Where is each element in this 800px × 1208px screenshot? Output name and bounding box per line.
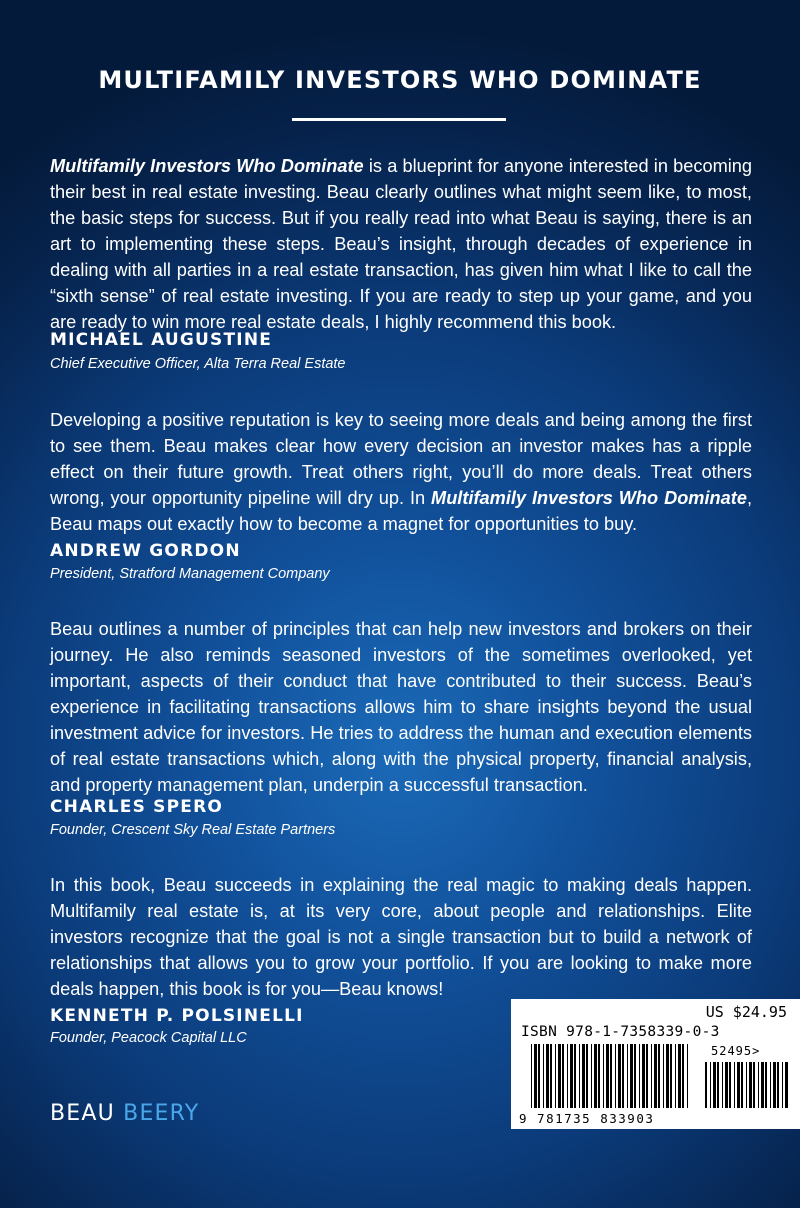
barcode-bar	[761, 1062, 764, 1108]
barcode-bar	[651, 1044, 652, 1108]
barcode-bar	[777, 1062, 779, 1108]
barcode-bar	[753, 1062, 755, 1108]
barcode-bar	[586, 1044, 588, 1108]
testimonial-1-book-title: Multifamily Investors Who Dominate	[50, 156, 364, 176]
barcode-bar	[562, 1044, 564, 1108]
author-brand	[50, 1101, 199, 1126]
barcode-bar	[606, 1044, 609, 1108]
testimonial-1-author: MICHAEL AUGUSTINE	[50, 330, 273, 350]
isbn-barcode-block	[511, 999, 800, 1129]
barcode-bar	[639, 1044, 640, 1108]
barcode-bar	[627, 1044, 628, 1108]
testimonial-3-role: Founder, Crescent Sky Real Estate Partners	[50, 822, 336, 838]
brand-first-name: BEAU	[50, 1101, 115, 1126]
testimonial-1-body: is a blueprint for anyone interested in becoming their best in real estate investing. Beau clearly outlines what might seem like, to most, the basic steps for success. But if you really read into what Beau is saying, there is an art to implementing these steps. Beau’s insight, through decades of experience in dealing with all parties in a real estate transaction, has given him what I like to call the “sixth sense” of real estate investing. If you are ready to step up your game, and you are ready to win more real estate deals, I highly recommend this book.	[50, 156, 752, 332]
ean-bars	[531, 1044, 688, 1108]
barcode-bar	[567, 1044, 568, 1108]
price-label: US $24.95	[705, 1003, 787, 1021]
barcode-bar	[725, 1062, 728, 1108]
price-addon-digits: 52495>	[711, 1044, 761, 1058]
barcode-bar	[678, 1044, 681, 1108]
title-divider	[292, 118, 506, 121]
barcode-bar	[746, 1062, 747, 1108]
barcode-bar	[717, 1062, 719, 1108]
barcode-bar	[543, 1044, 544, 1108]
barcode-bar	[737, 1062, 740, 1108]
barcode-bar	[758, 1062, 759, 1108]
testimonial-2-author: ANDREW GORDON	[50, 541, 241, 561]
barcode-bar	[666, 1044, 669, 1108]
barcode-bar	[594, 1044, 597, 1108]
barcode-bar	[782, 1062, 783, 1108]
barcode-bar	[734, 1062, 735, 1108]
barcode-bar	[634, 1044, 636, 1108]
barcode-bar	[531, 1044, 532, 1108]
testimonial-4-text: In this book, Beau succeeds in explaining the real magic to making deals happen. Multifamily real estate is, at its very core, about people and relationships. Elite investors recognize that the goal is not a single transaction but to build a network of relationships that allows you to grow your portfolio. If you are looking to make more deals happen, this book is for you—Beau knows!	[50, 875, 752, 999]
barcode-bar	[675, 1044, 676, 1108]
barcode-bar	[710, 1062, 711, 1108]
barcode-bar	[579, 1044, 580, 1108]
barcode-bar	[615, 1044, 616, 1108]
testimonial-3-text: Beau outlines a number of principles that can help new investors and brokers on their journey. He also reminds seasoned investors of the sometimes overlooked, yet important, aspects of their conduct that have contributed to their success. Beau’s experience in facilitating transactions allows him to share insights beyond the usual investment advice for investors. He tries to address the human and execution elements of real estate transactions which, along with the physical property, financial analysis, and property management plan, underpin a successful transaction.	[50, 619, 752, 795]
barcode-bar	[722, 1062, 723, 1108]
barcode-bar	[785, 1062, 788, 1108]
barcode-bar	[534, 1044, 537, 1108]
barcode-bar	[630, 1044, 633, 1108]
barcode-bar	[682, 1044, 684, 1108]
barcode-bar	[558, 1044, 561, 1108]
barcode-bar	[546, 1044, 549, 1108]
isbn-label: ISBN 978-1-7358339-0-3	[521, 1024, 720, 1040]
testimonial-2-book-title: Multifamily Investors Who Dominate	[431, 488, 747, 508]
barcode-bar	[646, 1044, 648, 1108]
testimonial-1-role: Chief Executive Officer, Alta Terra Real Estate	[50, 356, 346, 372]
testimonial-2-body-start: Developing a positive reputation is key to seeing more deals and being among the first to see them. Beau makes clear how every decision an investor makes has a ripple effect on their future growth. Treat others right, you’ll do more deals. Treat others wrong, your opportunity pipeline will dry up. In	[50, 410, 752, 508]
barcode-bar	[770, 1062, 771, 1108]
barcode-bar	[658, 1044, 660, 1108]
barcode-bar	[705, 1062, 707, 1108]
barcode-bar	[729, 1062, 731, 1108]
barcode-bar	[603, 1044, 604, 1108]
testimonial-1-text	[50, 153, 752, 335]
barcode-bar	[654, 1044, 657, 1108]
barcode-bar	[749, 1062, 752, 1108]
addon-bars	[705, 1062, 788, 1108]
barcode-bar	[773, 1062, 776, 1108]
brand-last-name: BEERY	[123, 1101, 200, 1126]
barcode-bar	[610, 1044, 612, 1108]
barcode-bar	[687, 1044, 688, 1108]
barcode-bar	[550, 1044, 552, 1108]
barcode-bar	[538, 1044, 540, 1108]
barcode-bar	[765, 1062, 767, 1108]
barcode-bar	[618, 1044, 621, 1108]
testimonial-2-text	[50, 407, 752, 537]
barcode-bar	[663, 1044, 664, 1108]
barcode-bar	[574, 1044, 576, 1108]
barcode-bar	[570, 1044, 573, 1108]
barcode-bar	[582, 1044, 585, 1108]
barcode-bar	[713, 1062, 716, 1108]
barcode-digits: 9 781735 833903	[519, 1111, 655, 1126]
barcode-bar	[591, 1044, 592, 1108]
barcode-bar	[670, 1044, 672, 1108]
barcode-bar	[598, 1044, 600, 1108]
testimonial-2-role: President, Stratford Management Company	[50, 566, 330, 582]
barcode-bar	[622, 1044, 624, 1108]
barcode-bar	[555, 1044, 556, 1108]
barcode-bar	[642, 1044, 645, 1108]
book-title-heading: MULTIFAMILY INVESTORS WHO DOMINATE	[98, 66, 702, 94]
testimonial-3-author: CHARLES SPERO	[50, 797, 224, 817]
testimonial-2-body-end: , Beau maps out exactly how to become a magnet for opportunities to buy.	[50, 488, 752, 534]
testimonial-4-author: KENNETH P. POLSINELLI	[50, 1006, 304, 1026]
testimonial-4-role: Founder, Peacock Capital LLC	[50, 1030, 247, 1046]
barcode-bar	[741, 1062, 743, 1108]
